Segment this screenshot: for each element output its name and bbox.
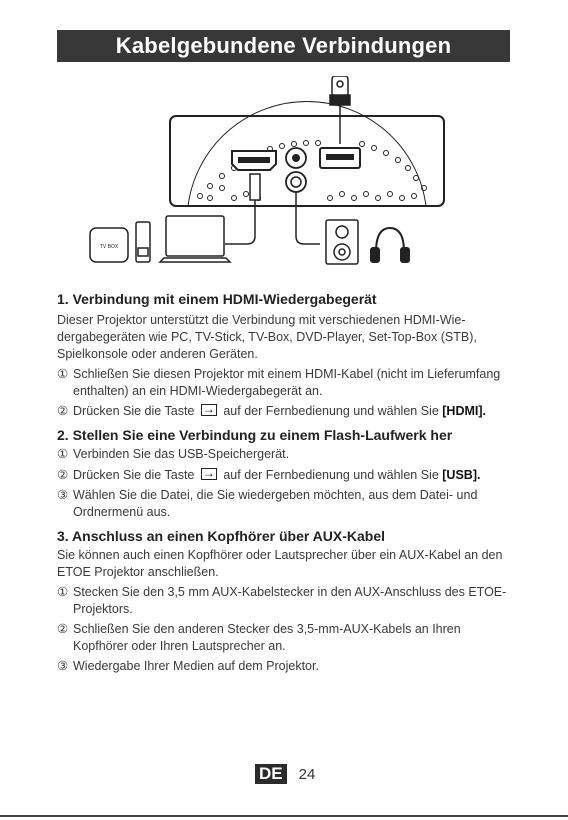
section-intro-hdmi: Dieser Projektor unterstützt die Verbindung mit verschiedenen HDMI-Wie-dergabegeräten wie PC, TV-Stick, TV-Box, DVD-Player, Set-Top-Box (STB), Spielkonsole oder anderen Geräten. [57, 313, 477, 361]
step-text: Verbinden Sie das USB-Speichergerät. [73, 447, 290, 461]
page-number: 24 [298, 765, 316, 783]
hdmi-step-1 [57, 366, 515, 400]
step-number: ① [57, 585, 69, 599]
svg-text:TV BOX: TV BOX [99, 244, 119, 250]
step-text-pre: Drücken Sie die Taste [73, 468, 195, 482]
page-footer [255, 764, 315, 784]
manual-content [57, 290, 515, 675]
step-text: Schließen Sie diesen Projektor mit einem HDMI-Kabel (nicht im Lieferumfang enthalten) an ein HDMI-Wiedergabegerät an. [73, 367, 501, 398]
connection-diagram [80, 76, 470, 276]
step-text-post: auf der Fernbedienung und wählen Sie [223, 468, 439, 482]
bottom-divider [0, 815, 568, 817]
aux-plug-icon [286, 172, 306, 192]
section-heading-aux: 3. Anschluss an einen Kopfhörer über AUX-Kabel [57, 528, 386, 544]
tv-stick-icon [136, 222, 150, 262]
usb-port-icon [320, 148, 360, 168]
laptop-icon [160, 216, 230, 262]
aux-step-1 [57, 584, 515, 618]
section-intro-aux: Sie können auch einen Kopfhörer oder Lautsprecher über ein AUX-Kabel an den ETOE Projektor anschließen. [57, 548, 503, 579]
projector-rear-panel [170, 101, 444, 206]
step-number: ③ [57, 659, 69, 673]
step-number: ③ [57, 488, 69, 502]
page-title: Kabelgebundene Verbindungen [57, 30, 510, 62]
step-keyword: [USB]. [442, 468, 481, 482]
step-text: Wiedergabe Ihrer Medien auf dem Projektor. [73, 659, 319, 673]
headphones-icon [371, 228, 409, 262]
step-number: ② [57, 404, 69, 418]
language-badge: DE [255, 764, 287, 784]
step-number: ① [57, 447, 69, 461]
step-text-post: auf der Fernbedienung und wählen Sie [223, 404, 439, 418]
aux-step-3 [57, 658, 515, 675]
input-source-button-icon [201, 404, 217, 416]
step-text: Stecken Sie den 3,5 mm AUX-Kabelstecker in den AUX-Anschluss des ETOE-Projektors. [73, 585, 507, 616]
step-keyword: [HDMI]. [442, 404, 487, 418]
hdmi-plug-icon [250, 174, 260, 200]
input-source-button-icon [201, 468, 217, 480]
usb-stick-icon [330, 76, 350, 144]
aux-port-icon [286, 148, 306, 168]
speaker-icon [326, 220, 358, 264]
step-text: Schließen Sie den anderen Stecker des 3,5-mm-AUX-Kabels an Ihren Kopfhörer oder Ihren Lautsprecher an. [73, 622, 461, 653]
step-number: ② [57, 468, 69, 482]
section-heading-usb: 2. Stellen Sie eine Verbindung zu einem Flash-Laufwerk her [57, 427, 453, 443]
step-text [73, 467, 515, 484]
usb-step-1 [57, 446, 515, 463]
section-heading-hdmi: 1. Verbindung mit einem HDMI-Wiedergabegerät [57, 291, 377, 307]
tv-box-icon [90, 228, 128, 262]
aux-step-2 [57, 621, 515, 655]
usb-step-3 [57, 487, 515, 521]
hdmi-port-icon [232, 151, 276, 170]
step-number: ② [57, 622, 69, 636]
step-text: Wählen Sie die Datei, die Sie wiedergeben möchten, aus dem Datei- und Ordnermenü aus. [73, 488, 478, 519]
usb-step-2 [57, 467, 515, 484]
step-text-pre: Drücken Sie die Taste [73, 404, 195, 418]
step-text [73, 403, 515, 420]
step-number: ① [57, 367, 69, 381]
hdmi-step-2 [57, 403, 515, 420]
